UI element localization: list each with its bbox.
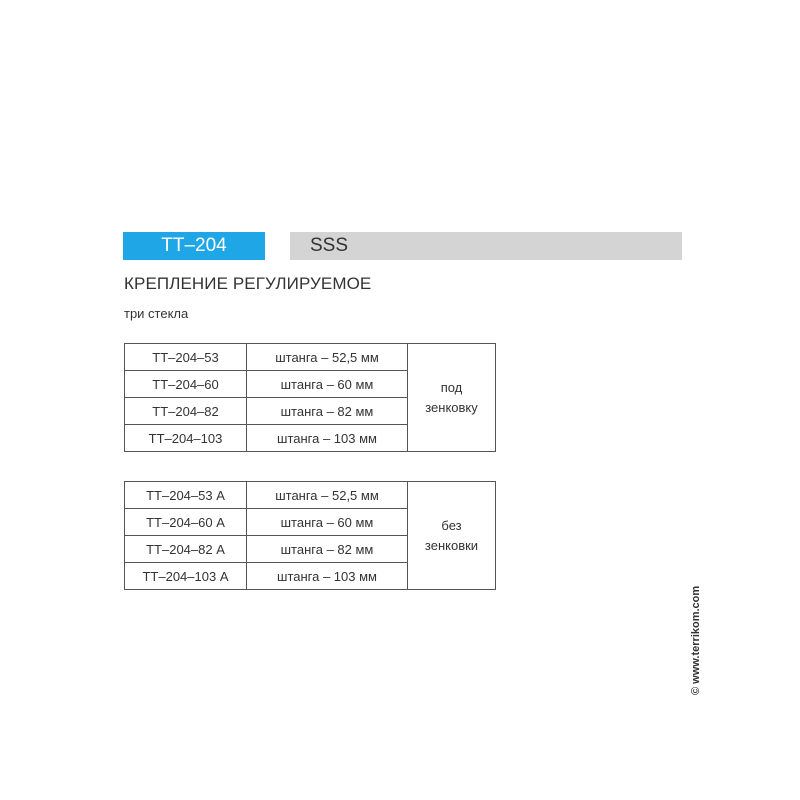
rod-length-cell: штанга – 103 мм [247, 425, 408, 452]
rod-length-cell: штанга – 103 мм [247, 563, 408, 590]
table-row [125, 344, 496, 371]
product-code-cell: TT–204–53 А [125, 482, 247, 509]
product-code-badge: TT–204 [123, 232, 265, 260]
spec-table-countersunk [124, 343, 496, 452]
page-title: КРЕПЛЕНИЕ РЕГУЛИРУЕМОЕ [124, 274, 372, 293]
product-code-cell: TT–204–60 [125, 371, 247, 398]
series-bar: SSS [290, 232, 682, 260]
product-code-cell: TT–204–103 [125, 425, 247, 452]
product-code-cell: TT–204–82 [125, 398, 247, 425]
mount-type-line: под [440, 379, 463, 395]
rod-length-cell: штанга – 60 мм [247, 371, 408, 398]
mount-type-line: зенковку [425, 399, 478, 415]
product-code-cell: TT–204–103 А [125, 563, 247, 590]
page-subtitle: три стекла [124, 306, 189, 321]
rod-length-cell: штанга – 60 мм [247, 509, 408, 536]
mount-type-line: без [441, 517, 462, 533]
table-row [125, 482, 496, 509]
rod-length-cell: штанга – 52,5 мм [247, 482, 408, 509]
rod-length-cell: штанга – 82 мм [247, 536, 408, 563]
rod-length-cell: штанга – 52,5 мм [247, 344, 408, 371]
product-code-cell: TT–204–60 А [125, 509, 247, 536]
spec-table-no-countersink [124, 481, 496, 590]
mount-type-line: зенковки [424, 537, 479, 553]
rod-length-cell: штанга – 82 мм [247, 398, 408, 425]
product-code-cell: TT–204–53 [125, 344, 247, 371]
product-code-cell: TT–204–82 А [125, 536, 247, 563]
mount-type-cell [408, 482, 496, 590]
copyright-watermark: © www.terrikom.com [690, 585, 702, 695]
mount-type-cell [408, 344, 496, 452]
